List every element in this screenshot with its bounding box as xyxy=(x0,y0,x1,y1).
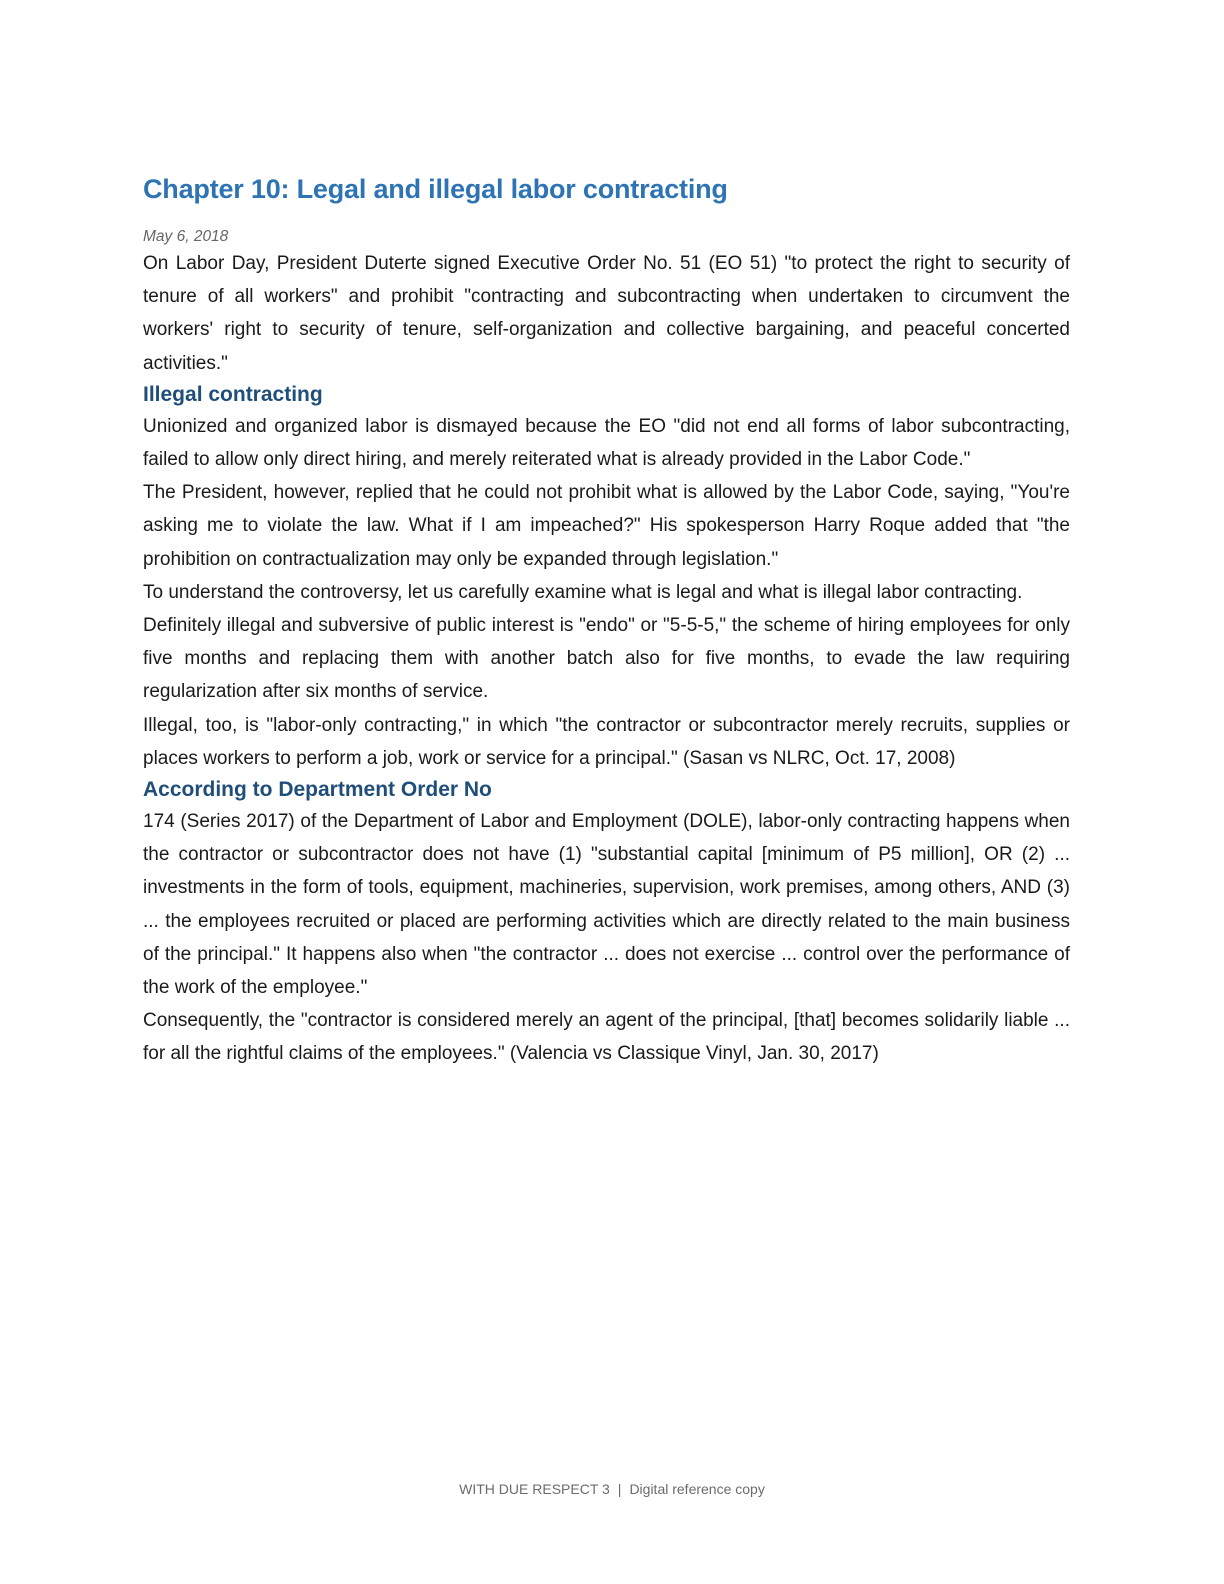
page-footer xyxy=(0,1479,1224,1499)
paragraph-intro: On Labor Day, President Duterte signed Executive Order No. 51 (EO 51) "to protect the right to security of tenure of all workers" and prohibit "contracting and subcontracting when undertaken to circumvent the workers' right to security of tenure, self-organization and collective bargaining, and peaceful concerted activities." xyxy=(143,253,1070,374)
paragraph-consequently: Consequently, the "contractor is considered merely an agent of the principal, [that] becomes solidarily liable ... for all the rightful claims of the employees." (Valencia vs Classique Vinyl, Jan. 30, 2017) xyxy=(143,1010,1070,1065)
paragraph-dole: 174 (Series 2017) of the Department of Labor and Employment (DOLE), labor-only contracting happens when the contractor or subcontractor does not have (1) "substantial capital [minimum of P5 million], OR (2) ... investments in the form of tools, equipment, machineries, supervision, work premises, among others, AND (3) ... the employees recruited or placed are performing activities which are directly related to the main business of the principal." It happens also when "the contractor ... does not exercise ... control over the performance of the work of the employee." xyxy=(143,811,1070,999)
footer-note: Digital reference copy xyxy=(629,1481,765,1497)
page-content xyxy=(143,168,1070,1071)
footer-book-title: WITH DUE RESPECT 3 xyxy=(459,1481,610,1497)
heading-department-order: According to Department Order No xyxy=(143,778,492,802)
paragraph-definitely-illegal: Definitely illegal and subversive of public interest is "endo" or "5-5-5," the scheme of hiring employees for only five months and replacing them with another batch also for five months, to evade the law requiring regularization after six months of service. xyxy=(143,615,1070,703)
paragraph-illegal-too: Illegal, too, is "labor-only contracting," in which "the contractor or subcontractor merely recruits, supplies or places workers to perform a job, work or service for a principal." (Sasan vs NLRC, Oct. 17, 2008) xyxy=(143,714,1070,769)
chapter-title: Chapter 10: Legal and illegal labor contracting xyxy=(143,174,728,204)
paragraph-unionized: Unionized and organized labor is dismayed because the EO "did not end all forms of labor subcontracting, failed to allow only direct hiring, and merely reiterated what is already provided in the Labor Code." xyxy=(143,415,1070,471)
paragraph-president: The President, however, replied that he could not prohibit what is allowed by the Labor Code, saying, "You're asking me to violate the law. What if I am impeached?" His spokesperson Harry Roque added that "the prohibition on contractualization may only be expanded through legislation." xyxy=(143,482,1070,570)
footer-separator: | xyxy=(617,1481,622,1497)
publication-date: May 6, 2018 xyxy=(143,228,229,245)
heading-illegal-contracting: Illegal contracting xyxy=(143,382,323,406)
paragraph-understand: To understand the controversy, let us carefully examine what is legal and what is illegal labor contracting. xyxy=(143,581,1023,603)
